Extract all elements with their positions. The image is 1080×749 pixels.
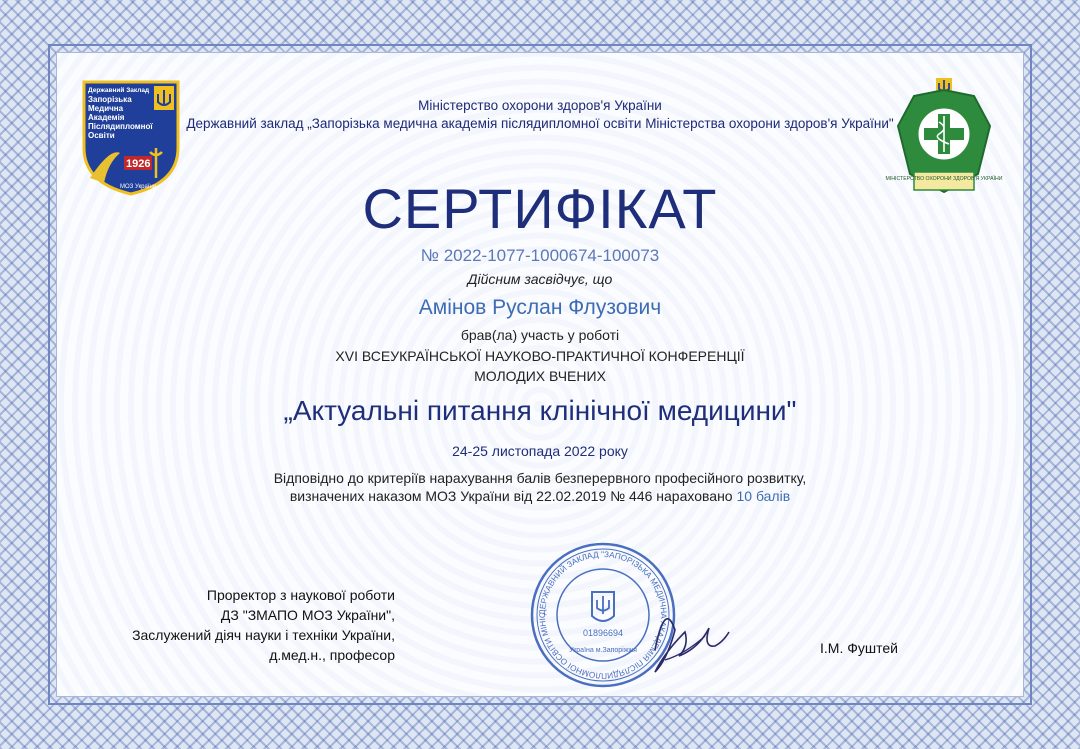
signatory-line-2: ДЗ "ЗМАПО МОЗ України", (220, 607, 395, 623)
emblem-text: МІНІСТЕРСТВО ОХОРОНИ ЗДОРОВ'Я УКРАЇНИ (885, 176, 1003, 182)
certificate-title: СЕРТИФІКАТ (362, 177, 718, 240)
criteria-line-2 (0, 488, 1080, 504)
institution-header: Державний заклад „Запорізька медична академія післядипломної освіти Міністерства охорони здоров'я України" (186, 116, 894, 131)
logo-text-6: Освіти (88, 131, 115, 140)
logo-text-2: Запорізька (88, 95, 132, 104)
handwritten-signature (635, 590, 735, 680)
signatory-line-1: Проректор з наукової роботи (206, 587, 395, 603)
signer-name: І.М. Фуштей (820, 640, 898, 656)
certifies-text: Дійсним засвідчує, що (467, 271, 613, 287)
certificate-number: № 2022-1077-1000674-100073 (420, 246, 660, 265)
logo-year: 1926 (126, 158, 151, 170)
points-value: 10 балів (736, 488, 791, 504)
logo-footer: МОЗ України (120, 184, 157, 190)
ministry-header: Міністерство охорони здоров'я України (418, 98, 662, 113)
signatory-title (125, 585, 395, 665)
conference-line-1: XVI ВСЕУКРАЇНСЬКОЇ НАУКОВО-ПРАКТИЧНОЇ КОНФЕРЕНЦІЇ (335, 348, 745, 364)
stamp-ring-text: ДЕРЖАВНИЙ ЗАКЛАД "ЗАПОРІЗЬКА МЕДИЧНА АКАДЕМІЯ ПІСЛЯДИПЛОМНОЇ ОСВІТИ МІНІС (537, 549, 669, 681)
conference-dates: 24-25 листопада 2022 року (452, 443, 628, 459)
signatory-line-3: Заслужений діяч науки і техніки України, (132, 627, 395, 643)
participation-text: брав(ла) участь у роботі (460, 327, 620, 343)
criteria-line-1: Відповідно до критеріїв нарахування балів безперервного професійного розвитку, (273, 470, 807, 486)
conference-line-2: МОЛОДИХ ВЧЕНИХ (474, 368, 606, 384)
logo-text-1: Державний Заклад (88, 87, 150, 94)
stamp-city: Україна м.Запоріжжя (569, 647, 637, 654)
conference-title: „Актуальні питання клінічної медицини" (283, 395, 797, 426)
stamp-code: 01896694 (582, 628, 624, 638)
logo-text-4: Академія (88, 113, 125, 122)
logo-text-3: Медична (88, 104, 124, 113)
criteria-text: визначених наказом МОЗ України від 22.02.2019 № 446 нараховано (289, 488, 733, 504)
recipient-name: Амінов Руслан Флузович (418, 296, 662, 319)
logo-text-5: Післядипломної (88, 122, 153, 131)
signatory-line-4: д.мед.н., професор (269, 647, 395, 663)
